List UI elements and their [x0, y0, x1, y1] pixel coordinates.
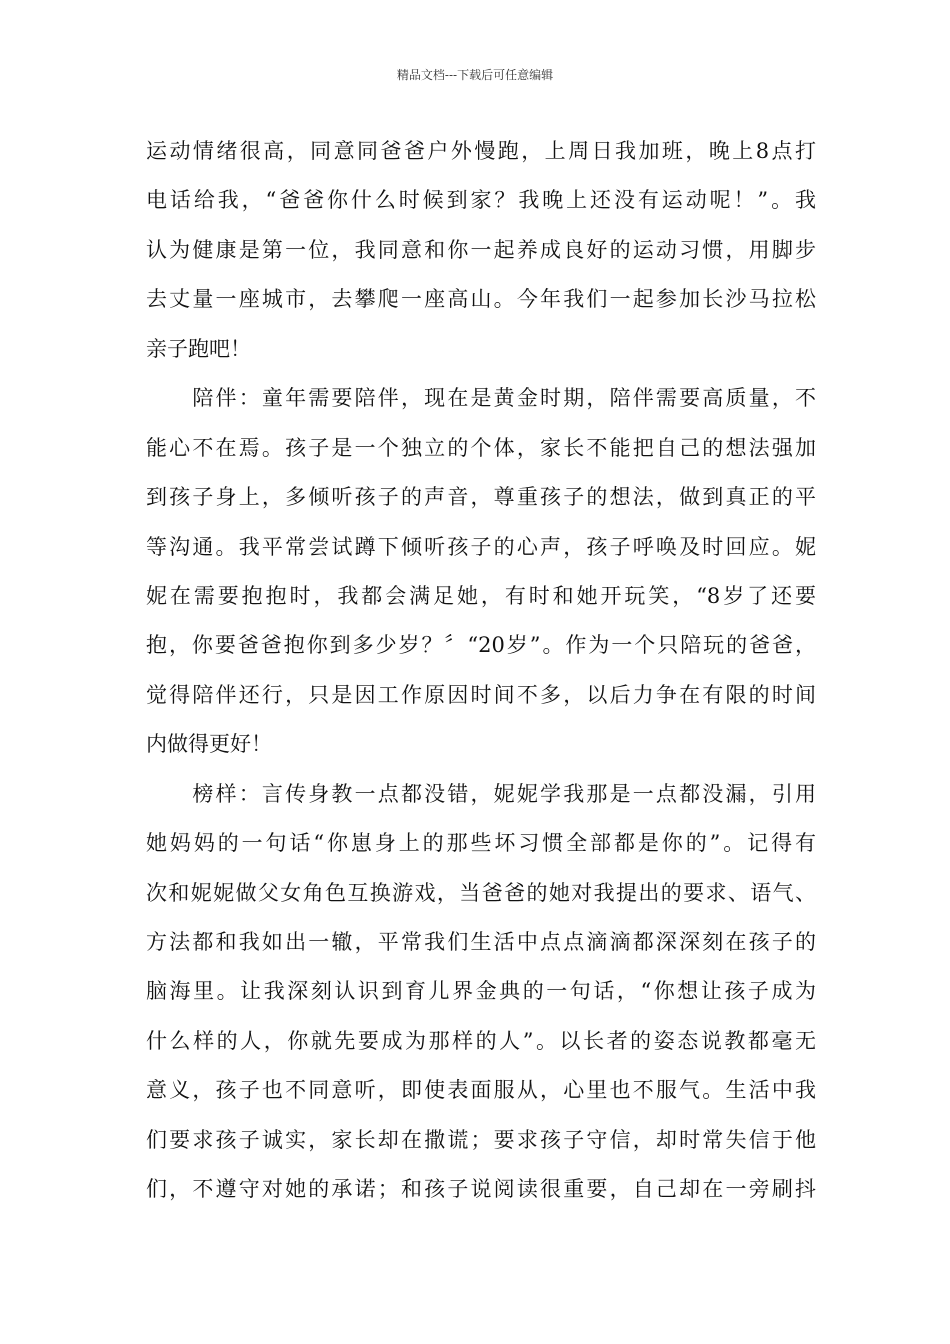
- text-line: 意义，孩子也不同意听，即使表面服从，心里也不服气。生活中我: [146, 1078, 816, 1103]
- text-line: 去丈量一座城市，去攀爬一座高山。今年我们一起参加长沙马拉松: [146, 287, 816, 312]
- text-line: 脑海里。让我深刻认识到育儿界金典的一句话，“你想让孩子成为: [146, 979, 816, 1004]
- text-line: 陪伴：童年需要陪伴，现在是黄金时期，陪伴需要高质量，不: [146, 386, 816, 411]
- text-line: 运动情绪很高，同意同爸爸户外慢跑，上周日我加班，晚上8点打: [146, 139, 816, 163]
- text-line: 等沟通。我平常尝试蹲下倾听孩子的心声，孩子呼唤及时回应。妮: [146, 534, 816, 559]
- text-line: 内做得更好！: [146, 732, 272, 757]
- text-line: 抱，你要爸爸抱你到多少岁？〞“20岁”。作为一个只陪玩的爸爸，: [146, 633, 816, 658]
- text-line: 觉得陪伴还行，只是因工作原因时间不多，以后力争在有限的时间: [146, 682, 816, 707]
- text-line: 能心不在焉。孩子是一个独立的个体，家长不能把自己的想法强加: [146, 435, 816, 460]
- text-line: 她妈妈的一句话“你崽身上的那些坏习惯全部都是你的”。记得有: [146, 831, 816, 856]
- text-line: 认为健康是第一位，我同意和你一起养成良好的运动习惯，用脚步: [146, 237, 816, 262]
- text-line: 什么样的人，你就先要成为那样的人”。以长者的姿态说教都毫无: [146, 1028, 816, 1053]
- text-line: 到孩子身上，多倾听孩子的声音，尊重孩子的想法，做到真正的平: [146, 485, 816, 510]
- body-text: [146, 131, 816, 1219]
- text-line: 们，不遵守对她的承诺；和孩子说阅读很重要，自己却在一旁刷抖: [146, 1177, 816, 1202]
- text-line: 亲子跑吧！: [146, 336, 251, 361]
- text-line: 电话给我，“爸爸你什么时候到家？我晚上还没有运动呢！”。我: [146, 188, 816, 213]
- text-line: 们要求孩子诚实，家长却在撒谎；要求孩子守信，却时常失信于他: [146, 1127, 816, 1152]
- page-header: 精品文档---下载后可任意编辑: [396, 68, 554, 82]
- text-line: 妮在需要抱抱时，我都会满足她，有时和她开玩笑，“8岁了还要: [146, 583, 816, 608]
- text-line: 次和妮妮做父女角色互换游戏，当爸爸的她对我提出的要求、语气、: [146, 880, 816, 905]
- text-line: 榜样：言传身教一点都没错，妮妮学我那是一点都没漏，引用: [146, 781, 816, 806]
- text-line: 方法都和我如出一辙，平常我们生活中点点滴滴都深深刻在孩子的: [146, 930, 816, 954]
